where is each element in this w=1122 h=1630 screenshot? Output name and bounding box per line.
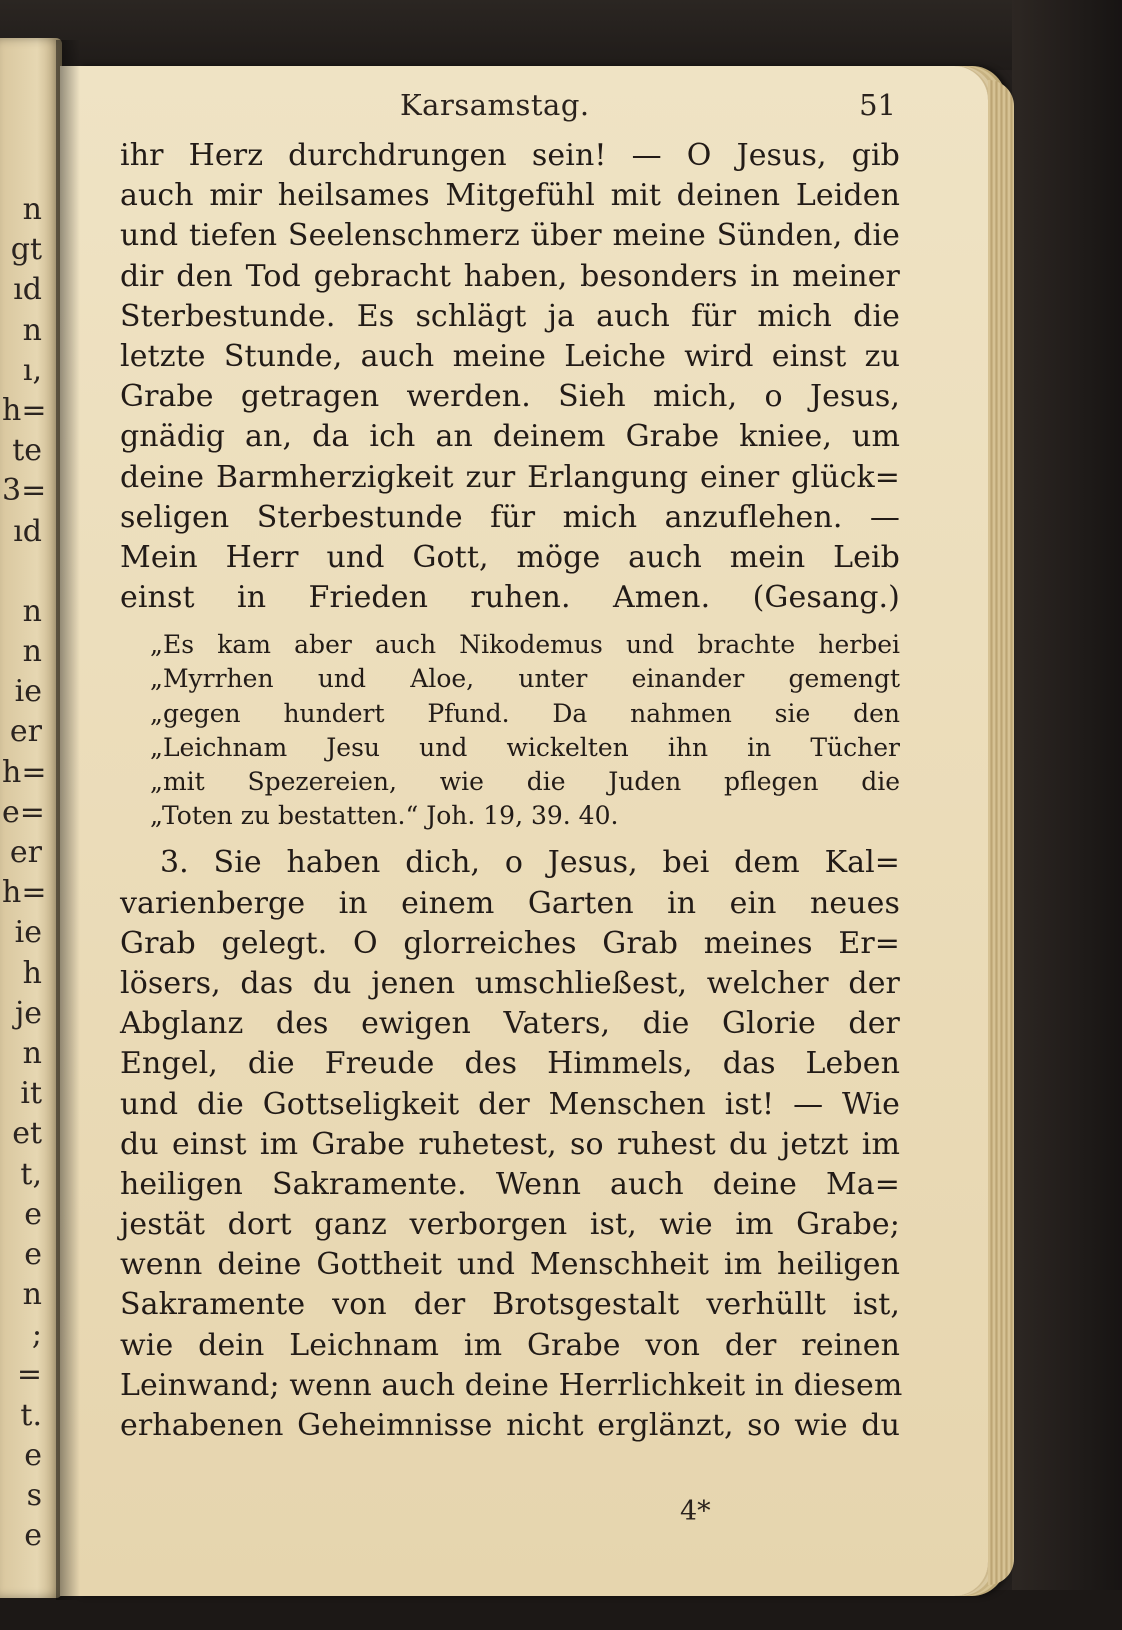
para1-line: Sterbestunde. Es schlägt ja auch für mich die xyxy=(120,298,900,334)
previous-page-fragment: 3= xyxy=(2,473,47,509)
previous-page-fragment: = xyxy=(16,1357,42,1393)
paragraph-1 xyxy=(120,136,900,618)
para2-line: jestät dort ganz verborgen ist, wie im Grabe; xyxy=(120,1207,900,1243)
previous-page-fragment: ; xyxy=(31,1317,42,1353)
previous-page-fragment: n xyxy=(22,192,42,227)
previous-page-fragment: e xyxy=(24,1196,42,1232)
previous-page-fragment: h= xyxy=(2,392,47,428)
page-number: 51 xyxy=(859,88,896,122)
para2-line: Engel, die Freude des Himmels, das Leben xyxy=(120,1046,900,1082)
quote-line: „Leichnam Jesu und wickelten ihn in Tücher xyxy=(150,732,900,762)
quote-line: „Es kam aber auch Nikodemus und brachte herbei xyxy=(150,630,900,660)
para1-line: und tiefen Seelenschmerz über meine Sünden, die xyxy=(120,218,900,254)
para1-line: letzte Stunde, auch meine Leiche wird einst zu xyxy=(120,338,900,374)
previous-page-fragment: n xyxy=(22,1277,42,1313)
para2-line: Sakramente von der Brotsgestalt verhüllt ist, xyxy=(120,1287,900,1323)
previous-page-fragment: je xyxy=(14,995,42,1031)
quote-line: „Toten zu bestatten.“ Joh. 19, 39. 40. xyxy=(150,801,619,831)
para1-line: Grabe getragen werden. Sieh mich, o Jesus, xyxy=(120,379,900,415)
previous-page-fragment: e xyxy=(24,1236,42,1272)
previous-page-fragment: s xyxy=(26,1478,42,1513)
book-cover-top xyxy=(0,0,1122,70)
para1-line: gnädig an, da ich an deinem Grabe kniee, um xyxy=(120,419,900,455)
previous-page-fragment: t. xyxy=(20,1397,42,1433)
para1-line: einst in Frieden ruhen. Amen. (Gesang.) xyxy=(120,580,900,616)
quote-line: „mit Spezereien, wie die Juden pflegen die xyxy=(150,767,900,796)
previous-page-fragment: ıd xyxy=(13,272,42,308)
previous-page-edge xyxy=(0,38,62,1598)
para2-line: 3. Sie haben dich, o Jesus, bei dem Kal= xyxy=(160,845,900,881)
previous-page-fragment: gt xyxy=(10,232,42,268)
previous-page-fragment: h xyxy=(22,955,42,991)
para2-line: du einst im Grabe ruhetest, so ruhest du jetzt im xyxy=(120,1126,900,1162)
previous-page-fragment: ie xyxy=(14,674,42,710)
previous-page-fragment: et xyxy=(12,1116,42,1152)
para2-line: Abglanz des ewigen Vaters, die Glorie der xyxy=(120,1006,900,1042)
previous-page-fragment: ıd xyxy=(13,513,42,549)
para2-line: und die Gottseligkeit der Menschen ist! — Wie xyxy=(120,1086,900,1122)
para1-line: dir den Tod gebracht haben, besonders in meiner xyxy=(120,258,900,294)
para2-line: Grab gelegt. O glorreiches Grab meines Er= xyxy=(120,925,900,961)
previous-page-fragment: ı, xyxy=(22,352,42,388)
previous-page-fragment: n xyxy=(22,312,42,348)
quote-line: „Myrrhen und Aloe, unter einander gemengt xyxy=(150,664,900,694)
previous-page-fragment: er xyxy=(9,835,42,870)
previous-page-fragment: it xyxy=(20,1076,42,1112)
book-cover-bottom xyxy=(0,1590,1122,1630)
para2-line: wie dein Leichnam im Grabe von der reinen xyxy=(120,1327,900,1363)
para1-line: deine Barmherzigkeit zur Erlangung einer glück= xyxy=(120,459,900,495)
para1-line: ihr Herz durchdrungen sein! — O Jesus, gib xyxy=(120,138,900,173)
para2-line: Leinwand; wenn auch deine Herrlichkeit in diesem xyxy=(120,1367,903,1403)
previous-page-fragment: n xyxy=(22,1035,42,1071)
previous-page-fragment: n xyxy=(22,593,42,629)
previous-page-fragments xyxy=(2,190,47,1556)
quote-line: „gegen hundert Pfund. Da nahmen sie den xyxy=(150,698,900,728)
book-cover-right xyxy=(1012,0,1122,1630)
previous-page-fragment: e xyxy=(24,1518,42,1554)
paragraph-2 xyxy=(120,843,903,1446)
para1-line: auch mir heilsames Mitgefühl mit deinen Leiden xyxy=(120,178,900,214)
previous-page-fragment: te xyxy=(12,433,42,469)
previous-page-fragment: ie xyxy=(14,915,42,951)
signature-mark: 4* xyxy=(680,1496,711,1527)
para2-line: heiligen Sakramente. Wenn auch deine Ma= xyxy=(120,1166,900,1202)
previous-page-fragment: e xyxy=(24,1437,42,1473)
previous-page-fragment: h= xyxy=(2,754,47,790)
para1-line: seligen Sterbestunde für mich anzuflehen. — xyxy=(120,499,900,535)
running-head: Karsamstag. xyxy=(400,88,590,122)
para1-line: Mein Herr und Gott, möge auch mein Leib xyxy=(120,539,900,575)
previous-page-fragment xyxy=(2,552,42,592)
para2-line: erhabenen Geheimnisse nicht erglänzt, so wie du xyxy=(120,1408,900,1443)
previous-page-fragment: e= xyxy=(2,794,45,830)
scripture-quote xyxy=(120,628,900,833)
page-text xyxy=(120,136,903,1446)
page-block-edges xyxy=(988,80,1014,1585)
gutter-shadow xyxy=(56,40,80,1600)
para2-line: lösers, das du jenen umschließest, welcher der xyxy=(120,965,900,1001)
previous-page-fragment: er xyxy=(9,714,42,750)
para2-line: varienberge in einem Garten in ein neues xyxy=(120,885,900,921)
para2-line: wenn deine Gottheit und Menschheit im heiligen xyxy=(120,1247,900,1283)
previous-page-fragment: n xyxy=(22,634,42,670)
previous-page-fragment: t, xyxy=(20,1156,42,1192)
previous-page-fragment: h= xyxy=(2,875,47,911)
